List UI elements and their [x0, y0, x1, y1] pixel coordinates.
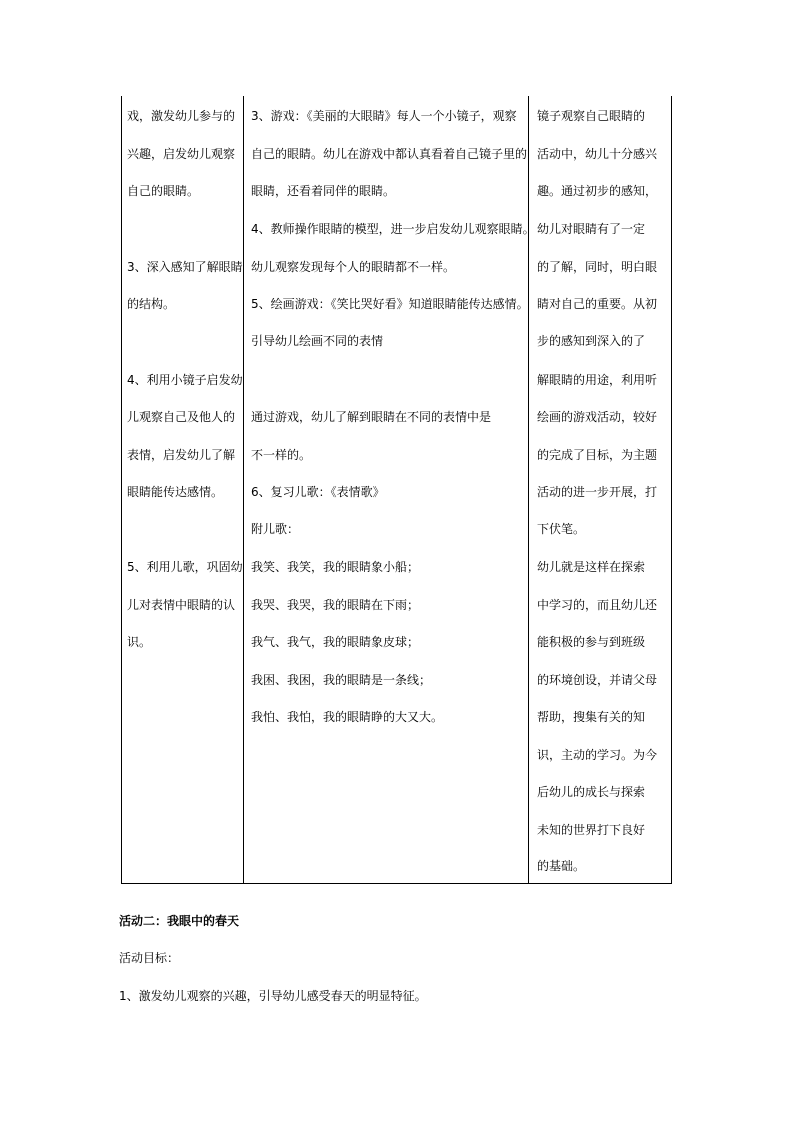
reflection-line: 步的感知到深入的了 [537, 334, 646, 348]
goal-item: 1、激发幼儿观察的兴趣，引导幼儿感受春天的明显特征。 [119, 989, 427, 1003]
reflection-line: 活动中，幼儿十分感兴 [537, 147, 658, 161]
reflection-line: 幼儿就是这样在探索 [537, 560, 646, 574]
reflection-line: 解眼睛的用途，利用听 [537, 373, 658, 387]
reflection-line: 幼儿对眼睛有了一定 [537, 222, 646, 236]
reflection-line: 后幼儿的成长与探索 [537, 785, 646, 799]
process-line: 3、游戏：《美丽的大眼睛》每人一个小镜子，观察 [251, 109, 517, 123]
goal-line: 3、深入感知了解眼睛 [127, 260, 243, 274]
reflection-line: 镜子观察自己眼睛的 [537, 109, 646, 123]
activity-table [121, 96, 672, 884]
process-line: 通过游戏，幼儿了解到眼睛在不同的表情中是 [251, 410, 492, 424]
reflection-line: 的环境创设，并请父母 [537, 673, 658, 687]
process-line: 不一样的。 [251, 448, 312, 462]
poem-line: 我哭、我哭，我的眼睛在下雨； [251, 598, 420, 612]
poem-line: 我怕、我怕，我的眼睛睁的大又大。 [251, 710, 444, 724]
goal-line: 眼睛能传达感情。 [127, 485, 224, 499]
process-line: 眼睛，还看着同伴的眼睛。 [251, 184, 396, 198]
goal-heading: 活动目标： [119, 951, 180, 965]
reflection-line: 的完成了目标，为主题 [537, 448, 658, 462]
activity-title: 活动二：我眼中的春天 [119, 914, 240, 928]
goal-line: 的结构。 [127, 297, 176, 311]
reflection-line: 的了解，同时，明白眼 [537, 260, 658, 274]
process-line: 自己的眼睛。幼儿在游戏中都认真看着自己镜子里的 [251, 147, 528, 161]
goal-line: 戏，激发幼儿参与的 [127, 109, 236, 123]
poem-line: 我困、我困，我的眼睛是一条线； [251, 673, 432, 687]
goal-line: 自己的眼睛。 [127, 184, 200, 198]
process-line: 引导幼儿绘画不同的表情 [251, 334, 384, 348]
reflection-line: 识，主动的学习。为今 [537, 748, 658, 762]
reflection-line: 能积极的参与到班级 [537, 635, 646, 649]
process-line: 5、绘画游戏：《笑比哭好看》知道眼睛能传达感情。 [251, 297, 529, 311]
process-line: 4、教师操作眼睛的模型，进一步启发幼儿观察眼睛。 [251, 222, 535, 236]
process-line: 6、复习儿歌：《表情歌》 [251, 485, 385, 499]
goal-line: 兴趣，启发幼儿观察 [127, 147, 236, 161]
goal-line: 4、利用小镜子启发幼 [127, 373, 243, 387]
goal-line: 识。 [127, 635, 152, 649]
reflection-line: 未知的世界打下良好 [537, 823, 646, 837]
reflection-line: 趣。通过初步的感知， [537, 184, 658, 198]
process-line: 幼儿观察发现每个人的眼睛都不一样。 [251, 260, 456, 274]
table-border-left [121, 96, 122, 883]
table-divider-1 [243, 96, 244, 883]
table-border-right [671, 96, 672, 883]
reflection-line: 活动的进一步开展，打 [537, 485, 658, 499]
table-divider-2 [528, 96, 529, 883]
reflection-line: 睛对自己的重要。从初 [537, 297, 658, 311]
reflection-line: 绘画的游戏活动，较好 [537, 410, 658, 424]
reflection-line: 的基础。 [537, 859, 586, 873]
goal-line: 儿对表情中眼睛的认 [127, 598, 236, 612]
poem-line: 我气、我气，我的眼睛象皮球； [251, 635, 420, 649]
goal-line: 5、利用儿歌，巩固幼 [127, 560, 243, 574]
process-line: 附儿歌： [251, 522, 300, 536]
goal-line: 儿观察自己及他人的 [127, 410, 236, 424]
reflection-line: 帮助，搜集有关的知 [537, 710, 646, 724]
reflection-line: 下伏笔。 [537, 522, 586, 536]
reflection-line: 中学习的，而且幼儿还 [537, 598, 658, 612]
poem-line: 我笑、我笑，我的眼睛象小船； [251, 560, 420, 574]
goal-line: 表情，启发幼儿了解 [127, 448, 236, 462]
